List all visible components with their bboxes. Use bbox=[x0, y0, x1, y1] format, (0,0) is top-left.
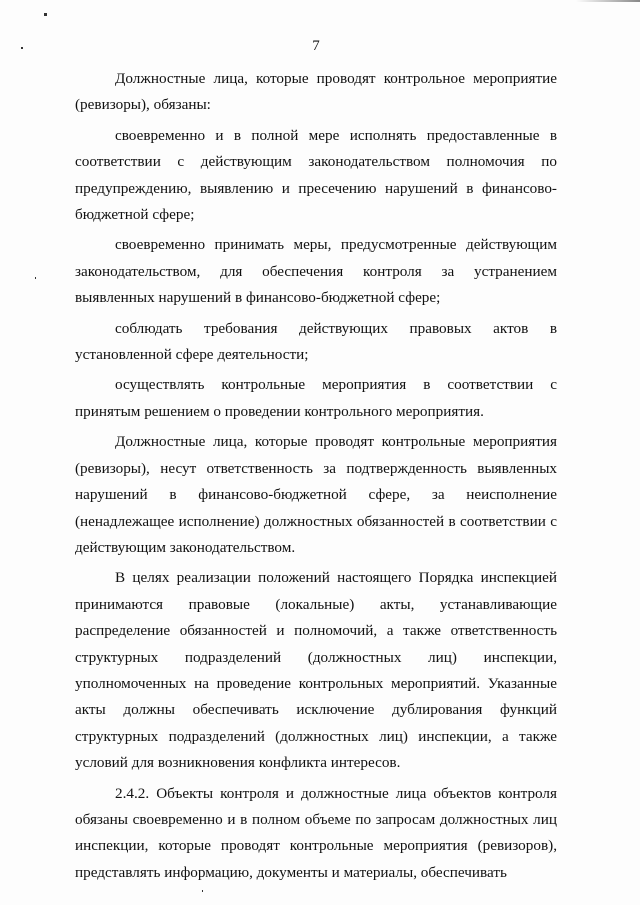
paragraph: 2.4.2. Объекты контроля и должностные лица объектов контроля обязаны своевременно и в полном объеме по запросам должностных лиц инспекции, которые проводят контрольные мероприятия (ревизоров), представлять информацию, документы и материалы, обеспечивать bbox=[75, 784, 557, 881]
paragraph: своевременно и в полной мере исполнять предоставленные в соответствии с действующим законодательством полномочия по предупреждению, выявлению и пресечению нарушений в финансово-бюджетной сфере; bbox=[75, 126, 557, 224]
scan-speck bbox=[202, 890, 203, 892]
paragraph: осуществлять контрольные мероприятия в соответствии с принятым решением о проведении контрольного мероприятия. bbox=[75, 376, 557, 420]
document-body bbox=[75, 66, 557, 886]
paragraph: В целях реализации положений настоящего Порядка инспекцией принимаются правовые (локальные) акты, устанавливающие распределение обязанностей и полномочий, а также ответственность структурных подразделений (должностных лиц) инспекции, уполномоченных на проведение контрольных мероприятий. Указанные акты должны обеспечивать исключение дублирования функций структурных подразделений (должностных лиц) инспекции, а также условий для возникновения конфликта интересов. bbox=[75, 569, 557, 772]
scan-edge bbox=[0, 0, 640, 2]
scan-speck bbox=[35, 277, 36, 279]
scan-speck bbox=[44, 13, 47, 16]
paragraph: соблюдать требования действующих правовых актов в установленной сфере деятельности; bbox=[75, 319, 557, 364]
paragraph: своевременно принимать меры, предусмотренные действующим законодательством, для обеспечения контроля за устранением выявленных нарушений в финансово-бюджетной сфере; bbox=[75, 236, 557, 307]
page-number: 7 bbox=[312, 38, 320, 54]
paragraph: Должностные лица, которые проводят контрольное мероприятие (ревизоры), обязаны: bbox=[75, 70, 557, 114]
paragraph: Должностные лица, которые проводят контрольные мероприятия (ревизоры), несут ответственность за подтвержденность выявленных нарушений в финансово-бюджетной сфере, за неисполнение (ненадлежащее исполнение) должностных обязанностей в соответствии с действующим законодательством. bbox=[75, 433, 557, 556]
